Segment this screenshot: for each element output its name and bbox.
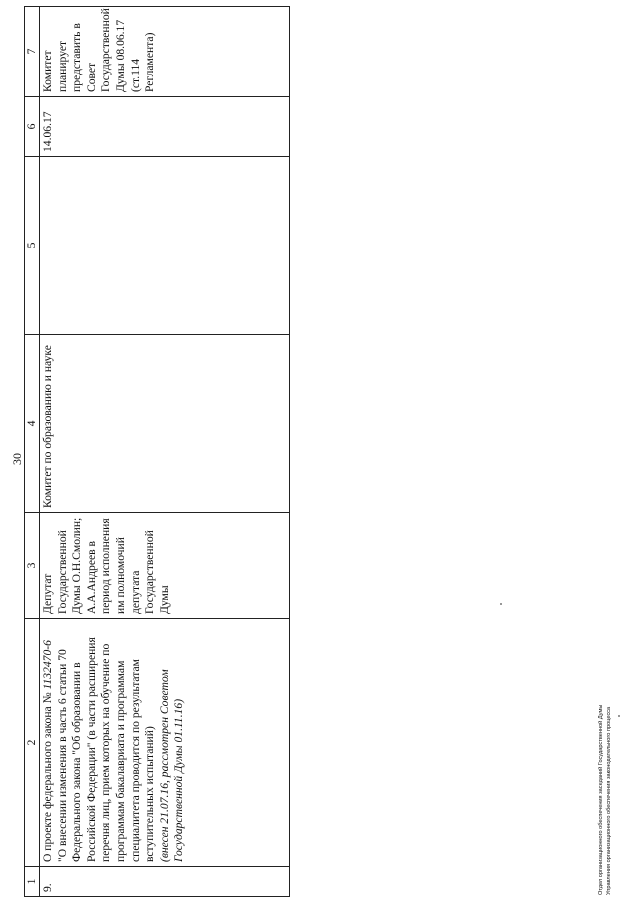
column-header: 5	[25, 157, 40, 335]
table-row	[40, 7, 290, 897]
footer-line-2: Управления организационного обеспечения законодательного процесса	[605, 706, 612, 895]
column-header: 3	[25, 513, 40, 619]
agenda-table	[24, 6, 290, 897]
plan-cell: Комитет планирует представить в Совет Государственной Думы 08.06.17 (ст.114 Регламента)	[40, 7, 290, 97]
date-cell: 14.06.17	[40, 97, 290, 157]
scan-speck	[618, 715, 620, 717]
column-header: 6	[25, 97, 40, 157]
bill-title: О проекте федерального закона №	[41, 689, 54, 862]
empty-cell	[40, 157, 290, 335]
column-header: 2	[25, 619, 40, 867]
committee-cell: Комитет по образованию и науке	[40, 335, 290, 513]
scan-speck	[500, 603, 502, 605]
footer-line-1: Отдел организационного обеспечения заседаний Государственной Думы	[598, 704, 604, 895]
row-number: 9.	[40, 867, 290, 897]
bill-cell	[40, 619, 290, 867]
bill-number: 1132470-6	[41, 640, 54, 690]
footer	[598, 705, 613, 895]
column-header: 4	[25, 335, 40, 513]
author-cell: Депутат Государственной Думы О.Н.Смолин; А.А.Андреев в период исполнения им полномочий депутата Государственной Думы	[40, 513, 290, 619]
column-header-row	[25, 7, 40, 897]
page-number: 30	[10, 453, 24, 465]
bill-text: "О внесении изменения в часть 6 статьи 70 Федерального закона "Об образовании в Российской Федерации" (в части расширения перечня лиц, прием которых на обучение по программам бакалавриата и программам специалитета проводится по результатам вступительных испытаний)	[55, 637, 157, 862]
bill-note: (внесен 21.07.16, рассмотрен Советом Государственной Думы 01.11.16)	[157, 669, 186, 862]
column-header: 7	[25, 7, 40, 97]
column-header: 1	[25, 867, 40, 897]
